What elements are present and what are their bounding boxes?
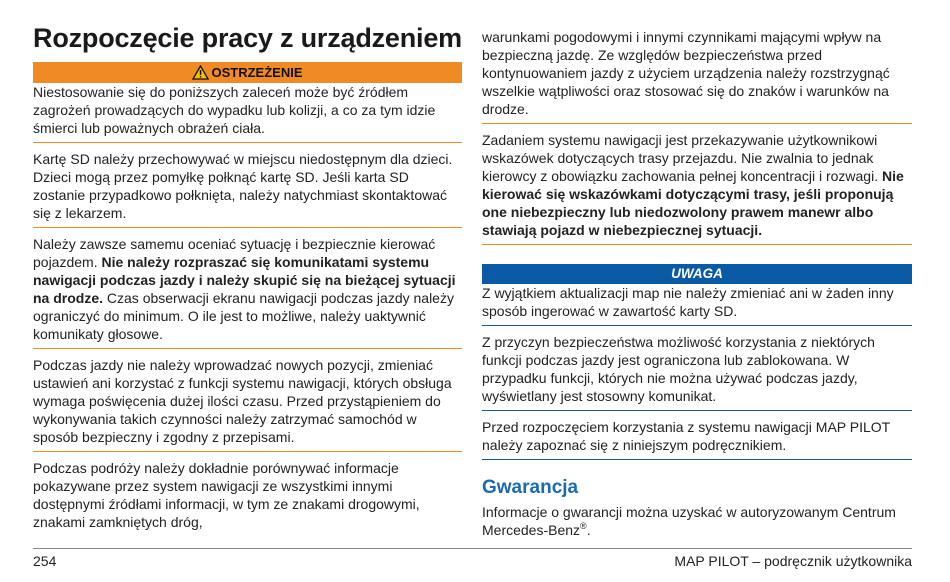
warranty-heading: Gwarancja — [482, 477, 579, 498]
left-column — [33, 0, 462, 531]
text-span: Zadaniem systemu nawigacji jest przekazywanie użytkownikowi wskazówek dotyczących trasy przejazdu. Nie zwalnia to jednak kierowcy z obowiązku zachowania pełnej koncentracji i rozwagi. — [482, 132, 882, 184]
text-span: . — [586, 522, 591, 538]
sd-card-note: Z wyjątkiem aktualizacji map nie należy zmieniać ani w żaden inny sposób ingerować w zawartość karty SD. — [482, 284, 912, 326]
text-span: Należy zawsze samemu oceniać sytuację i bezpiecznie kierować pojazdem. — [33, 236, 436, 270]
text-span: Czas obserwacji ekranu nawigacji podczas jazdy należy ograniczyć do minimum. O ile jest to możliwe, należy uaktywnić komunikaty głosowe. — [33, 290, 454, 342]
warning-intro: Niestosowanie się do poniższych zaleceń może być źródłem zagrożeń prowadzących do wypadku lub kolizji, a co za tym idzie śmierci lub poważnych obrażeń ciała. — [33, 83, 462, 143]
text-span: Informacje o gwarancji można uzyskać w autoryzowanym Centrum Mercedes-Benz — [482, 504, 896, 538]
route-guidance-warning — [482, 131, 912, 245]
footer-divider — [33, 548, 912, 549]
page-title: Rozpoczęcie pracy z urządzeniem — [33, 23, 462, 53]
driving-attention-warning — [33, 235, 462, 349]
sd-card-warning: Kartę SD należy przechowywać w miejscu niedostępnym dla dzieci. Dzieci mogą przez pomyłkę połknąć kartę SD. Jeśli karta SD zostanie przypadkowo połknięta, należy natychmiast skontaktować się z lekarzem. — [33, 150, 462, 228]
manual-title: MAP PILOT – podręcznik użytkownika — [674, 553, 912, 569]
warranty-paragraph — [482, 503, 912, 539]
bold-text: Nie kierować się wskazówkami dotyczącymi trasy, jeśli proponują one niebezpieczny lub niedozwolony prawem manewr albo stawiają pojazd w niebezpiecznej sytuacji. — [482, 168, 904, 238]
compare-information-paragraph: Podczas podróży należy dokładnie porównywać informacje pokazywane przez system nawigacji ze wszystkimi innymi dostępnymi źródłami informacji, w tym ze znakami drogowymi, znakami zamkniętych dróg, — [33, 460, 420, 530]
warning-label: OSTRZEŻENIE — [211, 65, 303, 80]
compare-information-continued: warunkami pogodowymi i innymi czynnikami mającymi wpływ na bezpieczną jazdę. Ze względów bezpieczeństwa przed kontynuowaniem jazdy z użyciem urządzenia należy rozstrzygnąć wszelkie wątpliwości oraz stosować się do znaków i warunków na drodze. — [482, 0, 912, 124]
input-while-driving-warning: Podczas jazdy nie należy wprowadzać nowych pozycji, zmieniać ustawień ani korzystać z funkcji systemu nawigacji, których obsługa wymaga poświęcenia dużej ilości czasu. Przed przystąpieniem do wykonywania takich czynności należy zatrzymać samochód w sposób bezpieczny i zgodny z przepisami. — [33, 356, 462, 452]
warning-triangle-icon — [192, 65, 209, 80]
note-banner: UWAGA — [482, 264, 912, 284]
functions-restricted-note: Z przyczyn bezpieczeństwa możliwość korzystania z niektórych funkcji podczas jazdy jest ograniczona lub zablokowana. W przypadku funkcji, których nie można używać podczas jazdy, wyświetlany jest stosowny komunikat. — [482, 333, 912, 411]
read-manual-note: Przed rozpoczęciem korzystania z systemu nawigacji MAP PILOT należy zapoznać się z niniejszym podręcznikiem. — [482, 418, 912, 460]
registered-mark: ® — [580, 521, 587, 531]
bold-text: Nie należy rozpraszać się komunikatami systemu nawigacji podczas jazdy i należy skupić się na bieżącej sytuacji na drodze. — [33, 254, 456, 306]
warning-banner — [33, 62, 462, 83]
right-column — [482, 0, 912, 539]
page-number: 254 — [33, 553, 57, 569]
